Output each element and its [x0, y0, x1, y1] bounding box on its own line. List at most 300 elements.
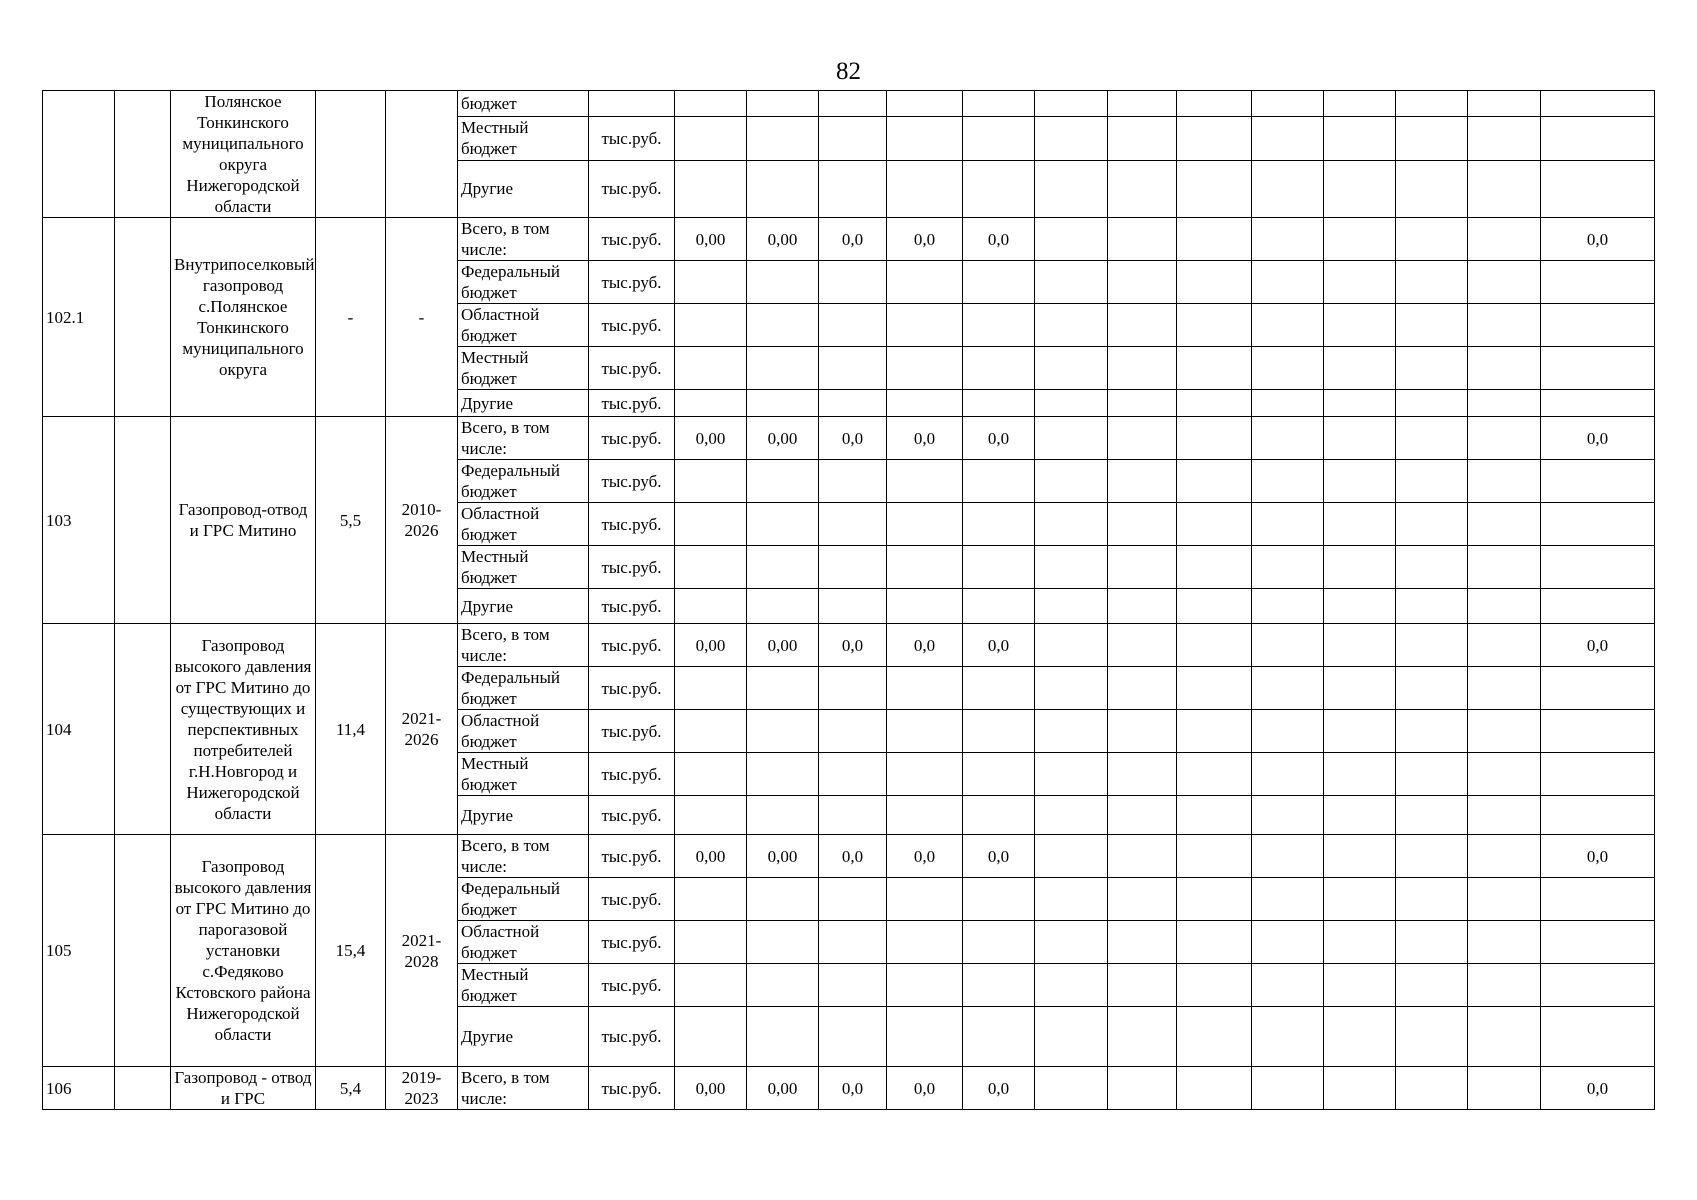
value-cell: [1396, 624, 1468, 667]
value-cell: [1035, 964, 1108, 1007]
value-cell: 0,0: [819, 1067, 887, 1110]
value-cell: [1252, 417, 1324, 460]
unit-cell: тыс.руб.: [589, 796, 675, 835]
value-cell: 0,0: [963, 835, 1035, 878]
value-cell: [819, 1007, 887, 1067]
value-cell: [747, 460, 819, 503]
empty-cell: [115, 835, 171, 1067]
value-cell: [963, 390, 1035, 417]
value-cell: 0,0: [963, 417, 1035, 460]
value-cell: [1108, 835, 1177, 878]
value-cell: 0,0: [887, 624, 963, 667]
value-cell: 0,0: [1541, 218, 1655, 261]
value-cell: [1108, 546, 1177, 589]
value-cell: [1468, 964, 1541, 1007]
value-cell: [963, 304, 1035, 347]
value-cell: 0,0: [887, 417, 963, 460]
value-cell: [675, 1007, 747, 1067]
value-cell: [1324, 1067, 1396, 1110]
funding-source-cell: бюджет: [458, 91, 589, 117]
value-cell: [1396, 117, 1468, 160]
value-cell: [675, 304, 747, 347]
value-cell: [887, 546, 963, 589]
value-cell: [1108, 710, 1177, 753]
value-cell: [1177, 624, 1252, 667]
value-cell: [675, 261, 747, 304]
value-cell: [1177, 921, 1252, 964]
value-cell: [887, 347, 963, 390]
unit-cell: тыс.руб.: [589, 1067, 675, 1110]
value-cell: 0,0: [1541, 1067, 1655, 1110]
value-cell: [819, 304, 887, 347]
value-cell: [1324, 710, 1396, 753]
value-cell: [1108, 667, 1177, 710]
value-cell: [1177, 589, 1252, 624]
table-row: [43, 218, 1655, 261]
value-cell: [747, 878, 819, 921]
value-cell: [819, 964, 887, 1007]
period-cell: 2019-2023: [386, 1067, 458, 1110]
funding-source-cell: Местный бюджет: [458, 546, 589, 589]
value-cell: [1468, 91, 1541, 117]
value-cell: [963, 796, 1035, 835]
funding-source-cell: Федеральный бюджет: [458, 261, 589, 304]
value-cell: [1035, 667, 1108, 710]
value-cell: [1324, 390, 1396, 417]
value-cell: 0,0: [1541, 835, 1655, 878]
value-cell: [1541, 921, 1655, 964]
value-cell: [1468, 796, 1541, 835]
value-cell: [819, 753, 887, 796]
value-cell: [1396, 667, 1468, 710]
value-cell: [675, 390, 747, 417]
value-cell: [675, 667, 747, 710]
value-cell: [1035, 117, 1108, 160]
unit-cell: тыс.руб.: [589, 835, 675, 878]
unit-cell: тыс.руб.: [589, 667, 675, 710]
value-cell: [1177, 546, 1252, 589]
value-cell: [1108, 117, 1177, 160]
value-cell: [1541, 460, 1655, 503]
period-cell: -: [386, 218, 458, 417]
value-cell: [1177, 796, 1252, 835]
value-cell: [1108, 921, 1177, 964]
unit-cell: тыс.руб.: [589, 347, 675, 390]
value-cell: [887, 1007, 963, 1067]
object-name-cell: Газопровод - отвод и ГРС: [171, 1067, 316, 1110]
value-cell: 0,00: [675, 417, 747, 460]
value-cell: [1177, 667, 1252, 710]
unit-cell: тыс.руб.: [589, 624, 675, 667]
value-cell: [1108, 160, 1177, 217]
value-cell: [1252, 753, 1324, 796]
value-cell: [1177, 91, 1252, 117]
value-cell: [1468, 710, 1541, 753]
value-cell: [963, 964, 1035, 1007]
object-name-cell: Газопровод высокого давления от ГРС Митино до существующих и перспективных потребителей г.Н.Новгород и Нижегородской области: [171, 624, 316, 835]
unit-cell: тыс.руб.: [589, 160, 675, 217]
value-cell: [887, 710, 963, 753]
value-cell: [1252, 624, 1324, 667]
value-cell: [1177, 878, 1252, 921]
object-name-cell: Газопровод высокого давления от ГРС Митино до парогазовой установки с.Федяково Кстовского района Нижегородской области: [171, 835, 316, 1067]
object-number-cell: 102.1: [43, 218, 115, 417]
value-cell: [1108, 91, 1177, 117]
value-cell: [1541, 503, 1655, 546]
value-cell: [1177, 753, 1252, 796]
value-cell: [1252, 460, 1324, 503]
value-cell: [819, 160, 887, 217]
value-cell: [1396, 460, 1468, 503]
value-cell: [1468, 218, 1541, 261]
value-cell: [675, 160, 747, 217]
value-cell: [1541, 710, 1655, 753]
value-cell: [887, 753, 963, 796]
value-cell: [1035, 1067, 1108, 1110]
value-cell: [1396, 347, 1468, 390]
value-cell: [963, 261, 1035, 304]
value-cell: [747, 117, 819, 160]
value-cell: [1108, 261, 1177, 304]
funding-source-cell: Федеральный бюджет: [458, 667, 589, 710]
value-cell: [1177, 390, 1252, 417]
value-cell: [1396, 417, 1468, 460]
value-cell: [1252, 1067, 1324, 1110]
empty-cell: [115, 1067, 171, 1110]
value-cell: [963, 878, 1035, 921]
value-cell: [1541, 589, 1655, 624]
value-cell: [963, 91, 1035, 117]
value-cell: 0,0: [887, 218, 963, 261]
value-cell: [675, 117, 747, 160]
table-row: [43, 417, 1655, 460]
value-cell: [963, 347, 1035, 390]
value-cell: [1324, 753, 1396, 796]
value-cell: [1468, 835, 1541, 878]
value-cell: [1396, 261, 1468, 304]
value-cell: [887, 667, 963, 710]
value-cell: [1468, 390, 1541, 417]
value-cell: [1541, 796, 1655, 835]
value-cell: [1252, 589, 1324, 624]
unit-cell: тыс.руб.: [589, 218, 675, 261]
value-cell: [675, 503, 747, 546]
unit-cell: тыс.руб.: [589, 589, 675, 624]
funding-source-cell: Другие: [458, 160, 589, 217]
value-cell: [887, 390, 963, 417]
value-cell: [1541, 117, 1655, 160]
value-cell: 0,0: [819, 835, 887, 878]
value-cell: [1108, 624, 1177, 667]
period-cell: 2021-2028: [386, 835, 458, 1067]
value-cell: 0,0: [963, 218, 1035, 261]
value-cell: [1252, 261, 1324, 304]
value-cell: [1035, 460, 1108, 503]
value-cell: [819, 667, 887, 710]
value-cell: [1177, 117, 1252, 160]
value-cell: [1035, 589, 1108, 624]
value-cell: [1468, 589, 1541, 624]
value-cell: [747, 667, 819, 710]
value-cell: [747, 347, 819, 390]
value-cell: [963, 546, 1035, 589]
value-cell: [1177, 835, 1252, 878]
object-number-cell: 105: [43, 835, 115, 1067]
value-cell: 0,0: [963, 624, 1035, 667]
unit-cell: тыс.руб.: [589, 390, 675, 417]
value-cell: [1177, 710, 1252, 753]
value-cell: [1468, 160, 1541, 217]
value-cell: [1468, 503, 1541, 546]
value-cell: [747, 964, 819, 1007]
value-cell: [675, 921, 747, 964]
value-cell: 0,0: [819, 624, 887, 667]
unit-cell: тыс.руб.: [589, 878, 675, 921]
table-row: [43, 835, 1655, 878]
value-cell: [887, 796, 963, 835]
value-cell: [819, 261, 887, 304]
value-cell: [1108, 796, 1177, 835]
value-cell: [1252, 667, 1324, 710]
value-cell: [819, 796, 887, 835]
value-cell: [1324, 460, 1396, 503]
unit-cell: тыс.руб.: [589, 417, 675, 460]
value-cell: [819, 921, 887, 964]
value-cell: [1035, 347, 1108, 390]
value-cell: [1324, 218, 1396, 261]
value-cell: [1177, 460, 1252, 503]
value-cell: [1396, 753, 1468, 796]
value-cell: [819, 878, 887, 921]
value-cell: [747, 796, 819, 835]
value-cell: [887, 117, 963, 160]
value-cell: [1324, 304, 1396, 347]
value-cell: [887, 460, 963, 503]
value-cell: [747, 710, 819, 753]
value-cell: [1468, 667, 1541, 710]
value-cell: 0,0: [1541, 624, 1655, 667]
value-cell: [1396, 878, 1468, 921]
value-cell: [747, 304, 819, 347]
value-cell: [819, 460, 887, 503]
value-cell: [1035, 624, 1108, 667]
length-cell: 5,4: [316, 1067, 386, 1110]
value-cell: [1541, 91, 1655, 117]
value-cell: [963, 667, 1035, 710]
value-cell: [1324, 878, 1396, 921]
value-cell: [1324, 91, 1396, 117]
funding-source-cell: Всего, в том числе:: [458, 624, 589, 667]
value-cell: [887, 261, 963, 304]
value-cell: [1396, 160, 1468, 217]
unit-cell: тыс.руб.: [589, 261, 675, 304]
investment-table: [42, 90, 1655, 1110]
value-cell: [1541, 160, 1655, 217]
value-cell: [1324, 546, 1396, 589]
value-cell: [1035, 390, 1108, 417]
funding-source-cell: Областной бюджет: [458, 503, 589, 546]
value-cell: [963, 460, 1035, 503]
value-cell: [1324, 261, 1396, 304]
value-cell: [1468, 460, 1541, 503]
object-name-cell: Внутрипоселковый газопровод с.Полянское Тонкинского муниципального округа: [171, 218, 316, 417]
value-cell: [887, 304, 963, 347]
value-cell: [1541, 390, 1655, 417]
value-cell: [1108, 417, 1177, 460]
unit-cell: тыс.руб.: [589, 546, 675, 589]
funding-source-cell: Всего, в том числе:: [458, 218, 589, 261]
value-cell: [1035, 710, 1108, 753]
value-cell: [1108, 347, 1177, 390]
value-cell: [1541, 304, 1655, 347]
value-cell: [1252, 91, 1324, 117]
value-cell: [887, 160, 963, 217]
funding-source-cell: Другие: [458, 1007, 589, 1067]
value-cell: 0,00: [747, 218, 819, 261]
value-cell: [1108, 218, 1177, 261]
value-cell: [1468, 261, 1541, 304]
object-number-cell: 103: [43, 417, 115, 624]
value-cell: [1396, 1007, 1468, 1067]
length-cell: 15,4: [316, 835, 386, 1067]
value-cell: [1324, 921, 1396, 964]
value-cell: [1177, 417, 1252, 460]
table-row: [43, 624, 1655, 667]
funding-source-cell: Всего, в том числе:: [458, 835, 589, 878]
funding-source-cell: Местный бюджет: [458, 347, 589, 390]
value-cell: [1108, 390, 1177, 417]
unit-cell: тыс.руб.: [589, 1007, 675, 1067]
value-cell: 0,00: [747, 1067, 819, 1110]
value-cell: [675, 964, 747, 1007]
value-cell: [1177, 503, 1252, 546]
value-cell: [1396, 1067, 1468, 1110]
empty-cell: [115, 624, 171, 835]
value-cell: [747, 589, 819, 624]
value-cell: [1396, 835, 1468, 878]
value-cell: [1396, 503, 1468, 546]
unit-cell: тыс.руб.: [589, 710, 675, 753]
value-cell: [1468, 117, 1541, 160]
value-cell: [1108, 503, 1177, 546]
value-cell: 0,0: [1541, 417, 1655, 460]
value-cell: [1541, 964, 1655, 1007]
value-cell: [747, 91, 819, 117]
value-cell: [675, 796, 747, 835]
value-cell: [1396, 546, 1468, 589]
value-cell: [1541, 546, 1655, 589]
value-cell: [675, 589, 747, 624]
value-cell: [675, 347, 747, 390]
funding-source-cell: Другие: [458, 796, 589, 835]
value-cell: [1541, 1007, 1655, 1067]
value-cell: [1396, 390, 1468, 417]
value-cell: [1541, 667, 1655, 710]
value-cell: [963, 503, 1035, 546]
funding-source-cell: Областной бюджет: [458, 710, 589, 753]
funding-source-cell: Местный бюджет: [458, 117, 589, 160]
value-cell: [1252, 347, 1324, 390]
value-cell: [887, 964, 963, 1007]
object-number-cell: 104: [43, 624, 115, 835]
funding-source-cell: Другие: [458, 589, 589, 624]
value-cell: 0,0: [887, 835, 963, 878]
value-cell: [963, 921, 1035, 964]
value-cell: [1108, 1007, 1177, 1067]
value-cell: [1108, 878, 1177, 921]
value-cell: [747, 261, 819, 304]
length-cell: 5,5: [316, 417, 386, 624]
value-cell: [1468, 624, 1541, 667]
value-cell: [819, 710, 887, 753]
value-cell: [1252, 117, 1324, 160]
funding-source-cell: Другие: [458, 390, 589, 417]
table-row: [43, 1067, 1655, 1110]
value-cell: [887, 503, 963, 546]
value-cell: [1468, 1067, 1541, 1110]
funding-source-cell: Федеральный бюджет: [458, 460, 589, 503]
value-cell: [963, 1007, 1035, 1067]
value-cell: [819, 117, 887, 160]
length-cell: [316, 91, 386, 218]
value-cell: [747, 753, 819, 796]
unit-cell: тыс.руб.: [589, 921, 675, 964]
value-cell: [1396, 964, 1468, 1007]
value-cell: [1396, 304, 1468, 347]
unit-cell: тыс.руб.: [589, 460, 675, 503]
value-cell: [1324, 667, 1396, 710]
value-cell: [819, 589, 887, 624]
value-cell: [1468, 304, 1541, 347]
value-cell: [1035, 1007, 1108, 1067]
value-cell: [1108, 964, 1177, 1007]
funding-source-cell: Всего, в том числе:: [458, 417, 589, 460]
value-cell: [1252, 304, 1324, 347]
value-cell: [1396, 921, 1468, 964]
object-number-cell: 106: [43, 1067, 115, 1110]
empty-cell: [115, 417, 171, 624]
unit-cell: тыс.руб.: [589, 964, 675, 1007]
value-cell: [1324, 796, 1396, 835]
length-cell: -: [316, 218, 386, 417]
value-cell: [963, 117, 1035, 160]
value-cell: [1108, 460, 1177, 503]
value-cell: [1252, 710, 1324, 753]
value-cell: [1541, 347, 1655, 390]
unit-cell: тыс.руб.: [589, 503, 675, 546]
value-cell: [1541, 878, 1655, 921]
value-cell: [963, 753, 1035, 796]
funding-source-cell: Областной бюджет: [458, 304, 589, 347]
value-cell: [675, 546, 747, 589]
value-cell: 0,00: [675, 218, 747, 261]
value-cell: [747, 160, 819, 217]
value-cell: [1468, 546, 1541, 589]
value-cell: [1177, 261, 1252, 304]
value-cell: [1035, 304, 1108, 347]
value-cell: [1324, 117, 1396, 160]
value-cell: [747, 390, 819, 417]
period-cell: 2021-2026: [386, 624, 458, 835]
funding-source-cell: Федеральный бюджет: [458, 878, 589, 921]
value-cell: [1324, 624, 1396, 667]
funding-source-cell: Местный бюджет: [458, 964, 589, 1007]
value-cell: [1035, 835, 1108, 878]
value-cell: [1035, 503, 1108, 546]
value-cell: [1324, 347, 1396, 390]
value-cell: [1252, 390, 1324, 417]
value-cell: [1252, 160, 1324, 217]
